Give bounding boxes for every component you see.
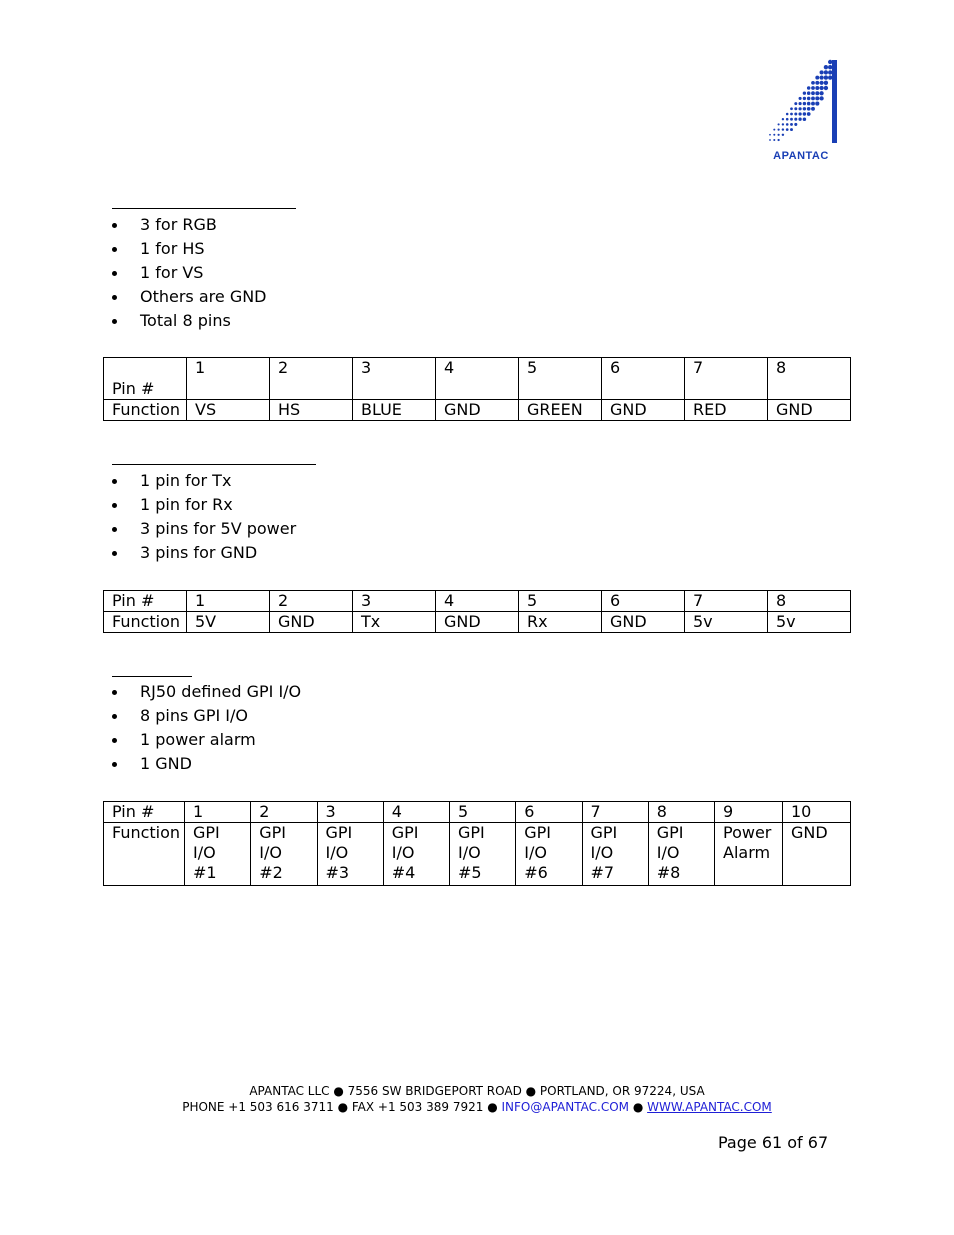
logo-dot (786, 118, 789, 121)
logo-dot (819, 96, 823, 100)
footer-separator: ● (629, 1100, 648, 1114)
table-row (104, 612, 851, 633)
function-cell: GND (602, 612, 685, 633)
logo-dot (807, 107, 811, 111)
pin-number-cell: 4 (436, 358, 519, 400)
logo-dot (828, 75, 832, 79)
logo-graphic (762, 58, 840, 164)
logo-dot (811, 91, 815, 95)
bullet-dot-icon (112, 247, 117, 252)
function-cell: BLUE (353, 400, 436, 421)
function-cell: GPI I/O #2 (251, 823, 317, 886)
page-number: Page 61 of 67 (718, 1133, 829, 1152)
logo-dot (807, 102, 811, 106)
bullet-dot-icon (112, 738, 117, 743)
logo-dot (819, 86, 823, 90)
logo-dot (828, 60, 832, 64)
list-item: Others are GND (112, 285, 267, 309)
table-row (104, 802, 851, 823)
logo-dot (807, 86, 811, 90)
bullet-dot-icon (112, 527, 117, 532)
footer-phone-fax: PHONE +1 503 616 3711 ● FAX +1 503 389 7921 ● (182, 1100, 502, 1114)
logo-dot (798, 112, 801, 115)
logo-dot (794, 123, 797, 126)
logo-dot (803, 112, 806, 115)
list-item: 1 for HS (112, 237, 267, 261)
logo-dot (769, 139, 771, 141)
bullet-dot-icon (112, 762, 117, 767)
bullet-dot-icon (112, 551, 117, 556)
pin-number-cell: 3 (353, 591, 436, 612)
pin-number-cell: 7 (582, 802, 648, 823)
logo-wordmark: APANTAC (773, 150, 829, 162)
list-item: 1 GND (112, 752, 301, 776)
logo-dot (778, 123, 780, 125)
function-cell: GND (436, 612, 519, 633)
logo-dot (794, 107, 797, 110)
bullet-dot-icon (112, 223, 117, 228)
section-heading-underline (112, 208, 296, 209)
logo-dot (799, 102, 802, 105)
logo-dot (782, 128, 784, 130)
list-item: 1 pin for Rx (112, 493, 296, 517)
bullet-list-serial (112, 469, 296, 565)
logo-dot (773, 129, 775, 131)
bullet-dot-icon (112, 295, 117, 300)
bullet-dot-icon (112, 479, 117, 484)
logo-dot (782, 134, 784, 136)
table-row (104, 358, 851, 400)
function-cell: GPI I/O #5 (450, 823, 516, 886)
function-cell: GREEN (519, 400, 602, 421)
logo-dot (803, 102, 806, 105)
pin-number-cell: 2 (270, 591, 353, 612)
function-cell: GPI I/O #7 (582, 823, 648, 886)
logo-dot (786, 113, 789, 116)
pin-number-cell: 8 (768, 358, 851, 400)
pin-table-gpi (103, 801, 851, 886)
logo-dot (794, 118, 797, 121)
logo-dot (799, 97, 802, 100)
logo-dot (786, 128, 789, 131)
row-label-pin: Pin # (104, 591, 187, 612)
logo-dot (815, 91, 819, 95)
section-heading-underline (112, 464, 316, 465)
logo-dot (811, 107, 815, 111)
logo-dot (820, 81, 824, 85)
logo-dot (815, 76, 819, 80)
logo-dot (820, 70, 824, 74)
function-cell: GPI I/O #3 (317, 823, 383, 886)
logo-dot (790, 123, 793, 126)
section-heading-underline (112, 676, 192, 677)
function-cell: GND (436, 400, 519, 421)
logo-dot (819, 91, 823, 95)
pin-number-cell: 9 (715, 802, 783, 823)
email-link[interactable]: INFO@APANTAC.COM (501, 1100, 629, 1114)
row-label-function: Function (104, 823, 185, 886)
pin-number-cell: 6 (516, 802, 582, 823)
logo-dot (820, 76, 824, 80)
pin-number-cell: 4 (383, 802, 449, 823)
pin-number-cell: 5 (519, 591, 602, 612)
footer-address: APANTAC LLC ● 7556 SW BRIDGEPORT ROAD ● PORTLAND, OR 97224, USA (249, 1084, 705, 1098)
logo-dot (828, 65, 832, 69)
logo-dot (794, 113, 797, 116)
table-row (104, 823, 851, 886)
function-cell: Tx (353, 612, 436, 633)
pin-table-vga (103, 357, 851, 421)
function-cell: Power Alarm (715, 823, 783, 886)
website-link[interactable]: WWW.APANTAC.COM (647, 1100, 772, 1114)
list-item: 3 pins for GND (112, 541, 296, 565)
logo-dot (790, 113, 793, 116)
function-cell: GND (768, 400, 851, 421)
function-cell: GPI I/O #6 (516, 823, 582, 886)
bullet-dot-icon (112, 503, 117, 508)
row-label-function: Function (104, 612, 187, 633)
list-item: 1 pin for Tx (112, 469, 296, 493)
logo-dot (815, 102, 819, 106)
apantac-logo (762, 58, 840, 164)
logo-bar (832, 60, 837, 143)
logo-dot (803, 97, 806, 100)
logo-dot (811, 96, 815, 100)
pin-number-cell: 2 (270, 358, 353, 400)
function-cell: GPI I/O #8 (648, 823, 714, 886)
bullet-dot-icon (112, 690, 117, 695)
bullet-dot-icon (112, 319, 117, 324)
pin-number-cell: 5 (519, 358, 602, 400)
logo-dot (777, 134, 779, 136)
row-label-pin: Pin # (104, 802, 185, 823)
logo-dot (811, 81, 815, 85)
logo-dot (778, 129, 780, 131)
logo-dot (824, 75, 828, 79)
function-cell: GND (602, 400, 685, 421)
pin-number-cell: 10 (783, 802, 851, 823)
logo-dot (828, 70, 832, 74)
function-cell: 5v (685, 612, 768, 633)
logo-dot (799, 107, 802, 110)
logo-dot (824, 81, 828, 85)
pin-number-cell: 8 (768, 591, 851, 612)
list-item: 8 pins GPI I/O (112, 704, 301, 728)
pin-table-serial (103, 590, 851, 633)
logo-dot (782, 118, 784, 120)
list-item: Total 8 pins (112, 309, 267, 333)
function-cell: 5V (187, 612, 270, 633)
logo-dot (807, 91, 811, 95)
bullet-list-gpi (112, 680, 301, 776)
function-cell: VS (187, 400, 270, 421)
list-item: 1 power alarm (112, 728, 301, 752)
list-item: RJ50 defined GPI I/O (112, 680, 301, 704)
bullet-list-vga (112, 213, 267, 333)
logo-dot (815, 96, 819, 100)
logo-dot (790, 128, 793, 131)
pin-number-cell: 2 (251, 802, 317, 823)
logo-dot (773, 134, 775, 136)
logo-dot (769, 134, 771, 136)
logo-dot (811, 102, 815, 106)
logo-dot (803, 117, 807, 121)
pin-number-cell: 3 (353, 358, 436, 400)
pin-number-cell: 8 (648, 802, 714, 823)
pin-number-cell: 7 (685, 358, 768, 400)
function-cell: GND (270, 612, 353, 633)
logo-dot (786, 123, 789, 126)
pin-number-cell: 4 (436, 591, 519, 612)
logo-dot (824, 86, 828, 90)
logo-dot (803, 92, 806, 95)
function-cell: GND (783, 823, 851, 886)
pin-number-cell: 1 (187, 358, 270, 400)
logo-dot (824, 65, 828, 69)
logo-dot (790, 107, 793, 110)
logo-dot (803, 107, 806, 110)
function-cell: Rx (519, 612, 602, 633)
list-item: 1 for VS (112, 261, 267, 285)
logo-dot (815, 81, 819, 85)
pin-number-cell: 1 (185, 802, 251, 823)
table-row (104, 400, 851, 421)
row-label-pin: Pin # (104, 358, 187, 400)
logo-dot (815, 86, 819, 90)
function-cell: RED (685, 400, 768, 421)
row-label-function: Function (104, 400, 187, 421)
list-item: 3 pins for 5V power (112, 517, 296, 541)
logo-dot (811, 86, 815, 90)
logo-dot (777, 139, 779, 141)
logo-dot (794, 102, 797, 105)
logo-dot (798, 118, 801, 121)
pin-number-cell: 3 (317, 802, 383, 823)
pin-number-cell: 6 (602, 591, 685, 612)
pin-number-cell: 1 (187, 591, 270, 612)
function-cell: GPI I/O #1 (185, 823, 251, 886)
table-row (104, 591, 851, 612)
pin-number-cell: 6 (602, 358, 685, 400)
list-item: 3 for RGB (112, 213, 267, 237)
bullet-dot-icon (112, 714, 117, 719)
function-cell: GPI I/O #4 (383, 823, 449, 886)
pin-number-cell: 7 (685, 591, 768, 612)
function-cell: HS (270, 400, 353, 421)
logo-dot (782, 123, 784, 125)
footer-contact (0, 1099, 954, 1116)
bullet-dot-icon (112, 271, 117, 276)
function-cell: 5v (768, 612, 851, 633)
logo-dot (773, 139, 775, 141)
logo-dot (807, 112, 811, 116)
pin-number-cell: 5 (450, 802, 516, 823)
logo-dot (807, 97, 811, 101)
logo-dot (790, 118, 793, 121)
logo-dot (824, 70, 828, 74)
